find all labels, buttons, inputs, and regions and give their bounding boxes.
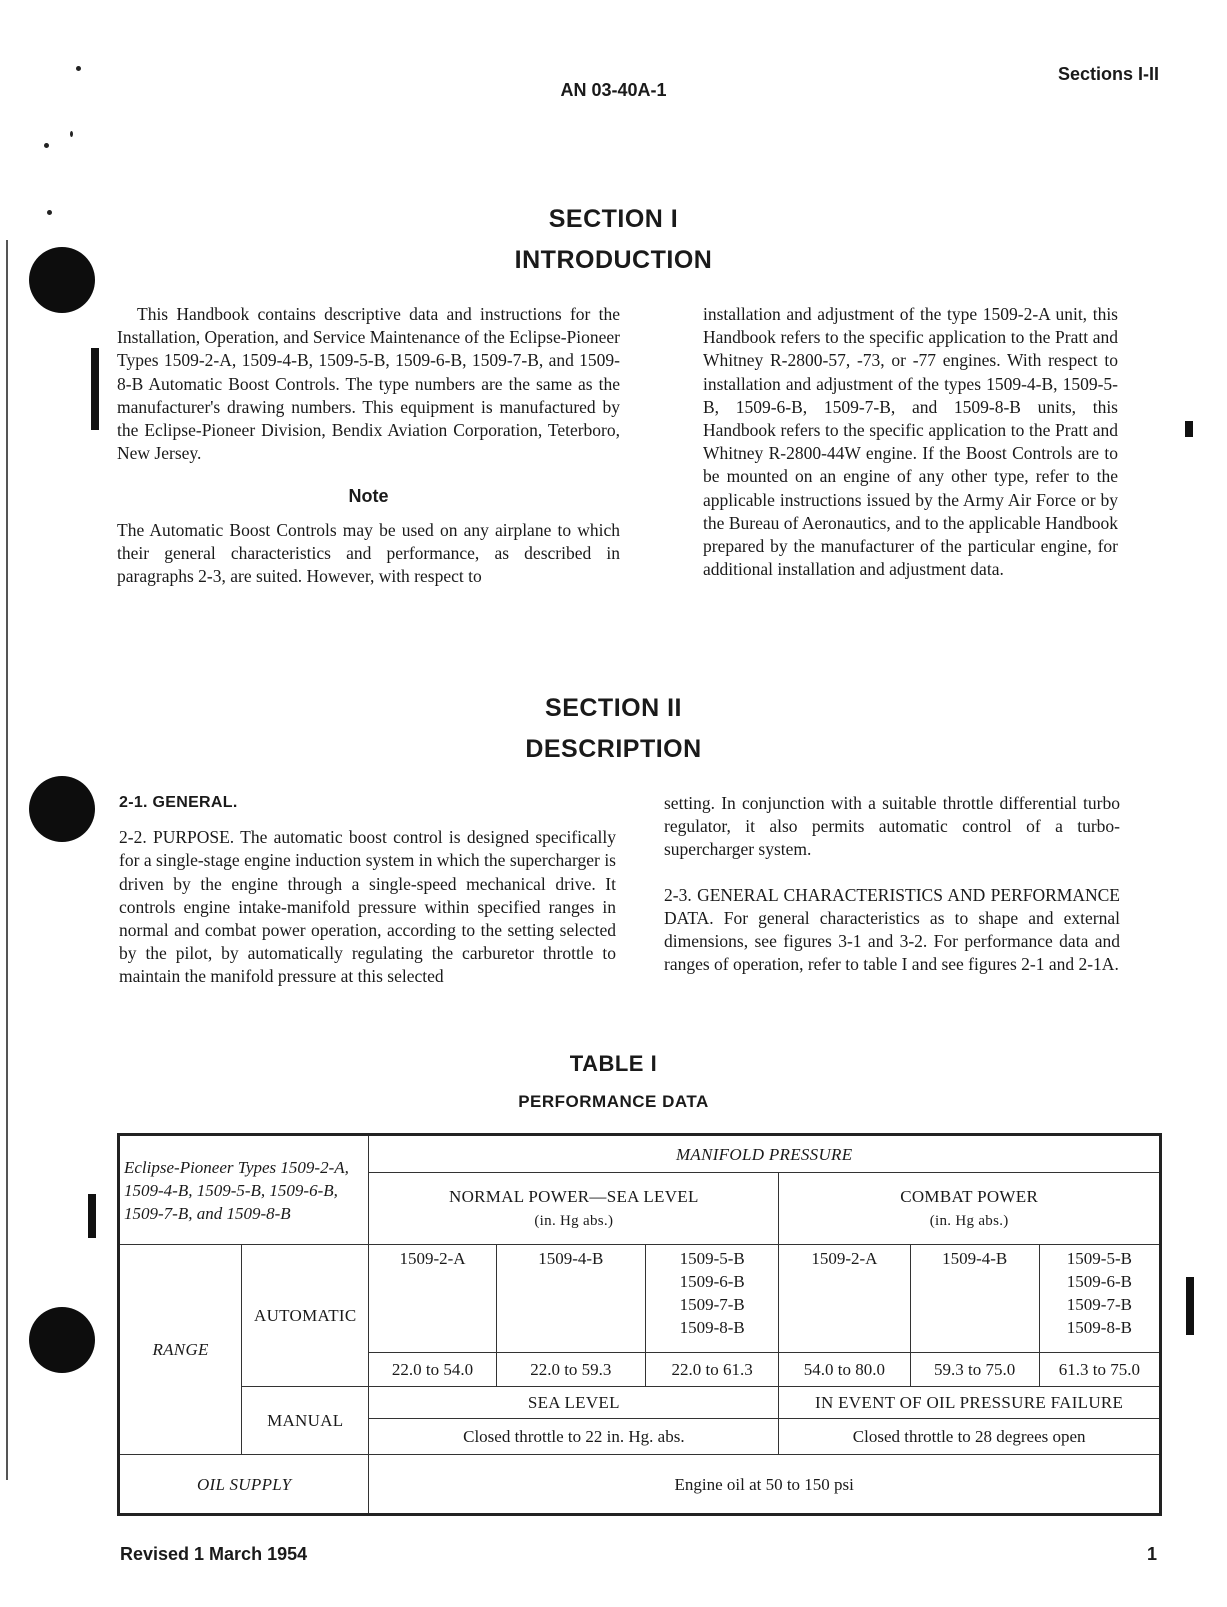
margin-dot (70, 131, 73, 137)
table-title: PERFORMANCE DATA (518, 1092, 709, 1111)
punch-hole-middle (29, 776, 95, 842)
table-corner-label: Eclipse-Pioneer Types 1509-2-A, 1509-4-B, 1509-5-B, 1509-6-B, 1509-7-B, and 1509-8-B (119, 1135, 369, 1245)
section2-heading: SECTION II (545, 694, 682, 722)
manifold-pressure-header: MANIFOLD PRESSURE (369, 1135, 1161, 1173)
intro-paragraph: This Handbook contains descriptive data and instructions for the Installation, Operation, and Service Maintenance of the Eclipse-Pioneer Types 1509-2-A, 1509-4-B, 1509-5-B, 1509-6-B, 1509-7-B, and 1509-8-B Automatic Boost Controls. The type numbers are the same as the manufacturer's drawing numbers. This equipment is manufactured by the Eclipse-Pioneer Division, Bendix Aviation Corporation, Teterboro, New Jersey. (117, 304, 620, 464)
range-label: RANGE (119, 1245, 242, 1455)
section1-title: INTRODUCTION (514, 246, 713, 274)
combat-range-cell: 61.3 to 75.0 (1039, 1353, 1160, 1387)
punch-hole-bottom (29, 1307, 95, 1373)
automatic-label: AUTOMATIC (242, 1245, 369, 1387)
normal-range-cell: 22.0 to 54.0 (369, 1353, 496, 1387)
change-bar (88, 1194, 96, 1238)
normal-power-unit: (in. Hg abs.) (534, 1212, 614, 1229)
note-heading: Note (348, 486, 389, 507)
section1-right-column (703, 303, 1118, 581)
section2-right-column (664, 792, 1120, 976)
oil-supply-value: Engine oil at 50 to 150 psi (369, 1455, 1161, 1515)
binder-margin-line (6, 240, 8, 1480)
manual-oil-failure-header: IN EVENT OF OIL PRESSURE FAILURE (779, 1387, 1161, 1419)
note-paragraph-continued: installation and adjustment of the type 1509-2-A unit, this Handbook refers to the specific application to the Pratt and Whitney R-2800-57, -73, or -77 engines. With respect to installation and adjustment of the types 1509-4-B, 1509-5-B, 1509-6-B, 1509-7-B, and 1509-8-B units, this Handbook refers to the specific application to the Pratt and Whitney R-2800-44W engine. If the Boost Controls are to be mounted on an engine of any other type, refer to the applicable instructions issued by the Army Air Force or by the Bureau of Aeronautics, and to the applicable Handbook prepared by the manufacturer of the particular engine, for additional installation and adjustment data. (703, 304, 1118, 580)
manual-sea-level-value: Closed throttle to 22 in. Hg. abs. (369, 1419, 779, 1455)
purpose-text: The automatic boost control is designed specifically for a single-stage engine induction system in which the supercharger is driven by the engine through a single-speed mechanical drive. It controls engine intake-manifold pressure within specified ranges in normal and combat power operation, according to the setting selected by the pilot, by automatically regulating the carburetor throttle to maintain the manifold pressure at this selected (119, 827, 617, 987)
section2-title: DESCRIPTION (525, 735, 702, 763)
combat-power-label: COMBAT POWER (900, 1186, 1039, 1206)
change-bar (1186, 1277, 1194, 1335)
characteristics-paragraph (664, 884, 1120, 977)
purpose-lead: 2-2. PURPOSE. (119, 827, 235, 848)
combat-type-cell: 1509-5-B 1509-6-B 1509-7-B 1509-8-B (1039, 1245, 1160, 1353)
characteristics-text: For general characteristics as to shape and external dimensions, see figures 3-1 and 3-2. For performance data and ranges of operation, refer to table I and see figures 2-1 and 2-1A. (664, 907, 1120, 975)
page-number: 1 (1146, 1544, 1157, 1564)
change-bar (1185, 421, 1193, 437)
performance-data-table (117, 1133, 1162, 1516)
manual-sea-level-header: SEA LEVEL (369, 1387, 779, 1419)
normal-range-cell: 22.0 to 59.3 (496, 1353, 645, 1387)
table-number: TABLE I (569, 1051, 658, 1076)
document-number: AN 03-40A-1 (560, 80, 667, 100)
manual-oil-failure-value: Closed throttle to 28 degrees open (779, 1419, 1161, 1455)
normal-range-cell: 22.0 to 61.3 (646, 1353, 779, 1387)
characteristics-lead: 2-3. GENERAL CHARACTERISTICS AND PERFORMANCE DATA. (664, 884, 1120, 928)
combat-type-cell: 1509-4-B (910, 1245, 1039, 1353)
section2-left-column (119, 791, 616, 989)
normal-type-cell: 1509-5-B 1509-6-B 1509-7-B 1509-8-B (646, 1245, 779, 1353)
combat-range-cell: 54.0 to 80.0 (779, 1353, 910, 1387)
purpose-paragraph (119, 826, 616, 988)
normal-type-cell: 1509-4-B (496, 1245, 645, 1353)
manual-label: MANUAL (242, 1387, 369, 1455)
combat-power-unit: (in. Hg abs.) (929, 1212, 1009, 1229)
margin-dot (76, 66, 81, 71)
purpose-paragraph-continued: setting. In conjunction with a suitable throttle differential turbo regulator, it also permits automatic control of a turbo-supercharger system. (664, 793, 1120, 860)
revision-date: Revised 1 March 1954 (120, 1544, 308, 1564)
normal-power-label: NORMAL POWER—SEA LEVEL (449, 1186, 699, 1206)
change-bar (91, 348, 99, 430)
normal-type-cell: 1509-2-A (369, 1245, 496, 1353)
note-paragraph: The Automatic Boost Controls may be used on any airplane to which their general characteristics and performance, as described in paragraphs 2-3, are suited. However, with respect to (117, 519, 620, 587)
oil-supply-label: OIL SUPPLY (119, 1455, 369, 1515)
section-reference: Sections I-II (1057, 64, 1159, 84)
normal-power-header (369, 1173, 779, 1245)
combat-power-header (779, 1173, 1161, 1245)
combat-type-cell: 1509-2-A (779, 1245, 910, 1353)
margin-dot (44, 143, 49, 148)
general-heading: 2-1. GENERAL. (119, 794, 238, 811)
section1-left-column (117, 303, 620, 588)
section1-heading: SECTION I (548, 205, 679, 233)
combat-range-cell: 59.3 to 75.0 (910, 1353, 1039, 1387)
